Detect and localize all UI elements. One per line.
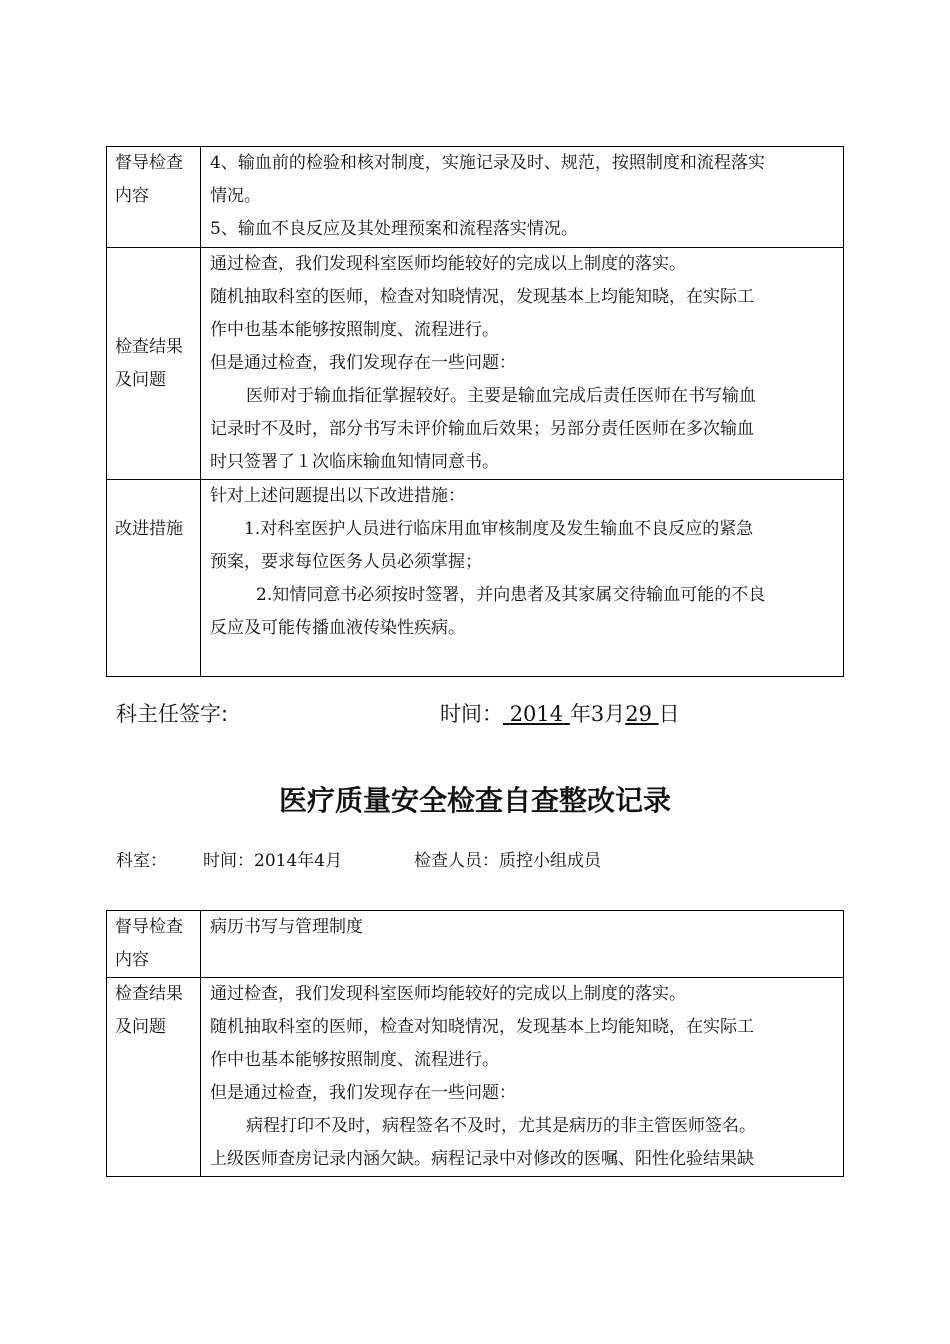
content-line: 1.对科室医护人员进行临床用血审核制度及发生输血不良反应的紧急 [244,519,754,539]
row-label: 督导检查 [115,153,183,173]
row-label: 检查结果 [115,336,183,357]
content-line: 但是通过检查，我们发现存在一些问题： [210,1083,516,1103]
row-label: 内容 [115,950,149,970]
row-label-cell [107,248,201,480]
signature-date [440,698,680,728]
table-row-supervision-content [107,911,844,978]
content-line: 但是通过检查，我们发现存在一些问题： [210,353,516,373]
row-label: 及问题 [115,369,166,390]
row-label: 督导检查 [115,917,183,937]
content-line: 病程打印不及时，病程签名不及时，尤其是病历的非主管医师签名。 [246,1116,756,1136]
content-line: 通过检查，我们发现科室医师均能较好的完成以上制度的落实。 [210,984,686,1004]
row-content-cell [201,248,844,480]
content-line: 时只签署了１次临床输血知情同意书。 [210,452,499,472]
row-content-cell [201,147,844,248]
content-line: 反应及可能传播血液传染性疾病。 [210,618,465,638]
content-line: 通过检查，我们发现科室医师均能较好的完成以上制度的落实。 [210,254,686,274]
row-content-cell [201,480,844,677]
table-row-improvements [107,480,844,677]
content-line: 上级医师查房记录内涵欠缺。病程记录中对修改的医嘱、阳性化验结果缺 [210,1149,754,1169]
content-line: 针对上述问题提出以下改进措施： [210,486,465,506]
content-line: 2.知情同意书必须按时签署，并向患者及其家属交待输血可能的不良 [256,585,766,605]
inspection-table-2 [106,910,844,1177]
date-year: 2014 [509,702,564,726]
content-line: 记录时不及时，部分书写未评价输血后效果；另部分责任医师在多次输血 [210,419,754,439]
row-label: 内容 [115,186,149,206]
table-row-results [107,248,844,480]
meta-time: 时间：2014年4月 [203,851,343,871]
day-suffix: 日 [658,702,680,726]
table-row-supervision-content [107,147,844,248]
row-content-cell [201,978,844,1177]
content-line: 随机抽取科室的医师，检查对知晓情况，发现基本上均能知晓，在实际工 [210,287,754,307]
content-line: 作中也基本能够按照制度、流程进行。 [210,1050,499,1070]
content-line: 4、输血前的检验和核对制度，实施记录及时、规范，按照制度和流程落实 [210,153,765,173]
date-month: 3 [590,702,605,726]
content-line: 5、输血不良反应及其处理预案和流程落实情况。 [210,219,578,239]
time-label: 时间： [440,702,503,726]
content-line: 医师对于输血指征掌握较好。主要是输血完成后责任医师在书写输血 [246,386,756,406]
row-label-cell [107,978,201,1177]
row-label: 及问题 [115,1017,166,1037]
month-suffix: 月 [604,702,626,726]
page-title: 医疗质量安全检查自查整改记录 [278,784,671,817]
meta-inspector: 检查人员：质控小组成员 [414,851,601,871]
content-line: 随机抽取科室的医师，检查对知晓情况，发现基本上均能知晓，在实际工 [210,1017,754,1037]
row-content-cell [201,911,844,978]
row-label-cell [107,911,201,978]
row-label: 改进措施 [115,519,183,539]
content-line: 情况。 [210,186,261,206]
meta-dept: 科室： [116,851,167,871]
director-signature-label: 科主任签字: [116,702,229,726]
row-label: 检查结果 [115,984,183,1004]
inspection-table-1 [106,146,844,677]
content-line: 预案，要求每位医务人员必须掌握； [210,552,482,572]
year-suffix: 年 [569,702,591,726]
content-line: 病历书写与管理制度 [210,917,363,937]
table-row-results [107,978,844,1177]
row-label-cell [107,147,201,248]
date-day: 29 [625,702,652,726]
content-line: 作中也基本能够按照制度、流程进行。 [210,320,499,340]
row-label-cell [107,480,201,677]
